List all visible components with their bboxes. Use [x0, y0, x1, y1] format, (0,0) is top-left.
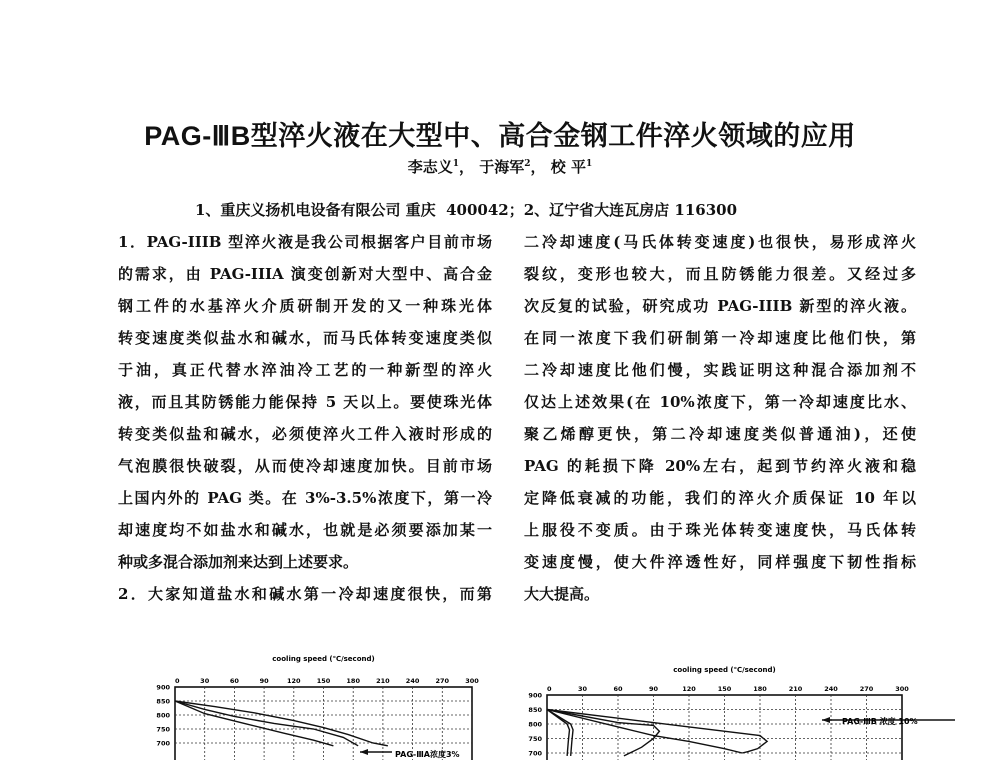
text-line: 气泡膜很快破裂，从而使冷却速度加快。目前市场 — [118, 457, 492, 475]
axis-title: cooling speed (℃/second) — [673, 666, 776, 674]
x-tick-label: 240 — [405, 677, 420, 685]
text-line: 钢工件的水基淬火介质研制开发的又一种珠光体 — [118, 297, 492, 315]
text-line: 1．PAG-IIIB 型淬火液是我公司根据客户目前市场 — [118, 233, 492, 251]
text-line: PAG 的耗损下降 20%左右，起到节约淬火液和稳 — [524, 457, 916, 475]
x-tick-label: 150 — [717, 685, 732, 693]
x-tick-label: 120 — [287, 677, 301, 685]
x-tick-label: 120 — [682, 685, 696, 693]
affiliation: 1、重庆义扬机电设备有限公司 重庆 400042；2、辽宁省大连瓦房店 116300 — [195, 201, 738, 219]
text-line: 仅达上述效果(在 10%浓度下，第一冷却速度比水、 — [524, 393, 916, 411]
x-tick-label: 0 — [175, 677, 180, 685]
x-tick-label: 210 — [788, 685, 803, 693]
series-curve-2 — [547, 710, 742, 754]
x-tick-label: 150 — [316, 677, 331, 685]
x-tick-label: 60 — [229, 677, 239, 685]
text-line: 液，而且其防锈能力能保持 5 天以上。要使珠光体 — [118, 393, 492, 411]
author-name: 李志义 — [407, 158, 453, 176]
x-tick-label: 180 — [753, 685, 767, 693]
y-tick-label: 850 — [156, 697, 170, 706]
x-tick-label: 60 — [613, 685, 623, 693]
y-tick-label: 800 — [528, 720, 542, 729]
text-line: 于油，真正代替水淬油冷工艺的一种新型的淬火 — [118, 361, 492, 379]
author-affiliation-mark: 2 — [524, 159, 531, 169]
text-line: 上服役不变质。由于珠光体转变速度快，马氏体转 — [524, 521, 916, 539]
x-tick-label: 210 — [376, 677, 390, 685]
y-tick-label: 700 — [528, 749, 542, 758]
text-line: 次反复的试验，研究成功 PAG-IIIB 新型的淬火液。 — [524, 297, 916, 315]
text-line: 变速度慢，使大件淬透性好，同样强度下韧性指标 — [524, 553, 916, 571]
paper-title: PAG-ⅢB型淬火液在大型中、高合金钢工件淬火领域的应用 — [144, 121, 856, 151]
x-tick-label: 300 — [895, 685, 909, 693]
x-tick-label: 90 — [648, 685, 659, 693]
legend-label: PAG-ⅢA浓度3% — [395, 750, 460, 759]
text-line: 二冷却速度(马氏体转变速度)也很快，易形成淬火 — [524, 233, 916, 251]
axis-title: cooling speed (℃/second) — [272, 655, 375, 663]
y-tick-label: 850 — [528, 706, 542, 714]
authors: 李志义$^1$， 于海军$^2$， 校 平$^1$ — [407, 158, 593, 176]
text-line: 上国内外的 PAG 类。在 3%-3.5%浓度下，第一冷 — [118, 489, 492, 507]
text-line: 在同一浓度下我们研制第一冷却速度比他们快，第 — [524, 329, 916, 347]
y-tick-label: 700 — [156, 739, 170, 748]
author-name: 校 平 — [550, 158, 586, 176]
text-line: 却速度均不如盐水和碱水，也就是必须要添加某一 — [118, 521, 492, 539]
series-curve-1 — [175, 701, 388, 746]
text-line: 种或多混合添加剂来达到上述要求。 — [118, 553, 359, 571]
text-line: 的需求，由 PAG-IIIA 演变创新对大型中、高合金 — [118, 265, 492, 283]
arrow-head-icon — [360, 749, 368, 755]
y-tick-label: 900 — [156, 683, 170, 692]
y-tick-label: 750 — [528, 735, 542, 743]
text-line: 大大提高。 — [524, 585, 600, 603]
text-line: 2．大家知道盐水和碱水第一冷却速度很快，而第 — [118, 585, 492, 603]
arrow-head-icon — [822, 717, 830, 723]
legend-label: PAG-ⅢB 浓度 10% — [842, 717, 918, 726]
author-affiliation-mark: 1 — [452, 159, 460, 169]
text-line: 定降低衰减的功能，我们的淬火介质保证 10 年以 — [524, 489, 916, 507]
text-line: 转变速度类似盐水和碱水，而马氏体转变速度类似 — [118, 329, 492, 347]
text-line: 二冷却速度比他们慢，实践证明这种混合添加剂不 — [524, 361, 916, 379]
x-tick-label: 90 — [259, 677, 269, 685]
x-tick-label: 300 — [465, 677, 479, 685]
x-tick-label: 30 — [577, 685, 588, 693]
text-line: 聚乙烯醇更快，第二冷却速度类似普通油)，还使 — [524, 425, 916, 443]
y-tick-label: 900 — [528, 691, 542, 700]
x-tick-label: 240 — [824, 685, 838, 693]
series-curve-2 — [175, 701, 358, 746]
text-line: 裂纹，变形也较大，而且防锈能力很差。又经过多 — [524, 265, 916, 283]
author-affiliation-mark: 1 — [586, 159, 593, 169]
text-line: 转变类似盐和碱水，必须使淬火工件入液时形成的 — [118, 425, 492, 443]
y-tick-label: 750 — [156, 725, 170, 734]
x-tick-label: 0 — [547, 685, 552, 693]
author-name: 于海军 — [479, 158, 525, 176]
x-tick-label: 30 — [200, 677, 210, 685]
x-tick-label: 270 — [859, 685, 874, 693]
figure-2 — [528, 666, 955, 760]
y-tick-label: 800 — [156, 711, 170, 720]
x-tick-label: 270 — [435, 677, 450, 685]
x-tick-label: 180 — [346, 677, 360, 685]
figure-1 — [156, 655, 479, 760]
